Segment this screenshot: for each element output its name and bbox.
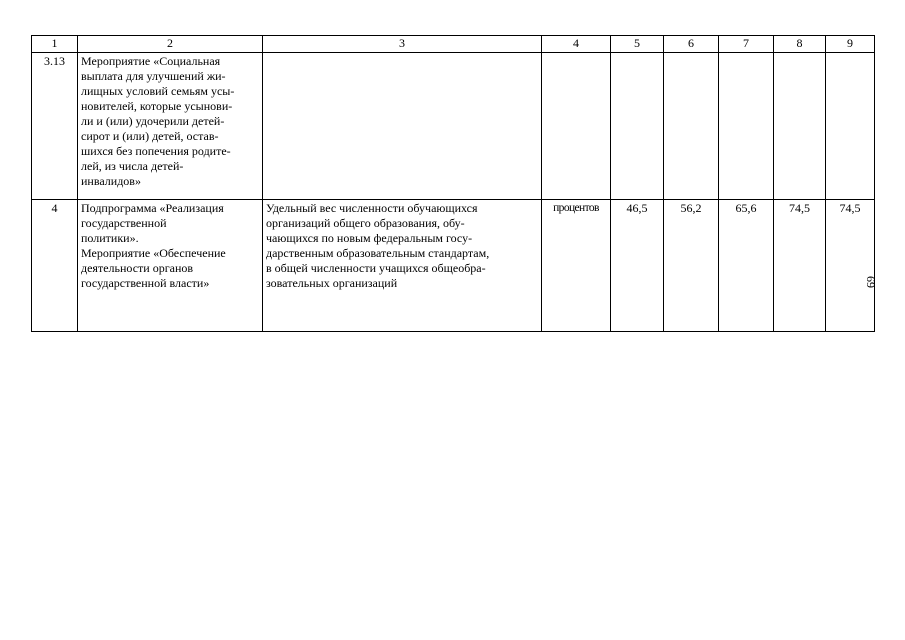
event-line: шихся без попечения родите-: [81, 144, 231, 158]
value-cell-7: [719, 53, 774, 200]
event-line: Мероприятие «Обеспечение: [81, 246, 226, 260]
row-number: 4: [32, 200, 78, 332]
value-cell-5: 46,5: [611, 200, 664, 332]
event-line: политики».: [81, 231, 139, 245]
header-cell-9: 9: [826, 36, 875, 53]
value-cell-8: 74,5: [774, 200, 826, 332]
header-cell-3: 3: [263, 36, 542, 53]
event-line: лищных условий семьям усы-: [81, 84, 235, 98]
event-line: Подпрограмма «Реализация: [81, 201, 224, 215]
header-cell-6: 6: [664, 36, 719, 53]
indicator-line: дарственным образовательным стандартам,: [266, 246, 490, 260]
table-row: [32, 53, 875, 200]
header-cell-8: 8: [774, 36, 826, 53]
indicator-cell: [263, 53, 542, 200]
event-cell: [78, 200, 263, 332]
header-cell-4: 4: [542, 36, 611, 53]
row-number: 3.13: [32, 53, 78, 200]
event-line: государственной власти»: [81, 276, 210, 290]
value-cell-5: [611, 53, 664, 200]
event-line: инвалидов»: [81, 174, 141, 188]
value-cell-9: 74,5: [826, 200, 875, 332]
indicator-line: организаций общего образования, обу-: [266, 216, 465, 230]
event-line: сирот и (или) детей, остав-: [81, 129, 219, 143]
event-line: Мероприятие «Социальная: [81, 54, 221, 68]
header-cell-5: 5: [611, 36, 664, 53]
page-number: 69: [864, 276, 878, 288]
event-line: лей, из числа детей-: [81, 159, 184, 173]
document-table: [31, 35, 875, 332]
unit-cell: [542, 53, 611, 200]
value-cell-9: [826, 53, 875, 200]
indicator-line: чающихся по новым федеральным госу-: [266, 231, 473, 245]
event-cell: [78, 53, 263, 200]
header-cell-1: 1: [32, 36, 78, 53]
header-row: [32, 36, 875, 53]
event-line: деятельности органов: [81, 261, 194, 275]
indicator-line: Удельный вес численности обучающихся: [266, 201, 478, 215]
event-line: выплата для улучшений жи-: [81, 69, 226, 83]
event-line: ли и (или) удочерили детей-: [81, 114, 225, 128]
value-cell-7: 65,6: [719, 200, 774, 332]
event-line: новителей, которые усынови-: [81, 99, 233, 113]
unit-cell: процентов: [542, 200, 611, 332]
header-cell-7: 7: [719, 36, 774, 53]
indicator-line: в общей численности учащихся общеобра-: [266, 261, 486, 275]
value-cell-8: [774, 53, 826, 200]
value-cell-6: 56,2: [664, 200, 719, 332]
table-row: [32, 200, 875, 332]
indicator-cell: [263, 200, 542, 332]
header-cell-2: 2: [78, 36, 263, 53]
value-cell-6: [664, 53, 719, 200]
event-line: государственной: [81, 216, 167, 230]
indicator-line: зовательных организаций: [266, 276, 398, 290]
